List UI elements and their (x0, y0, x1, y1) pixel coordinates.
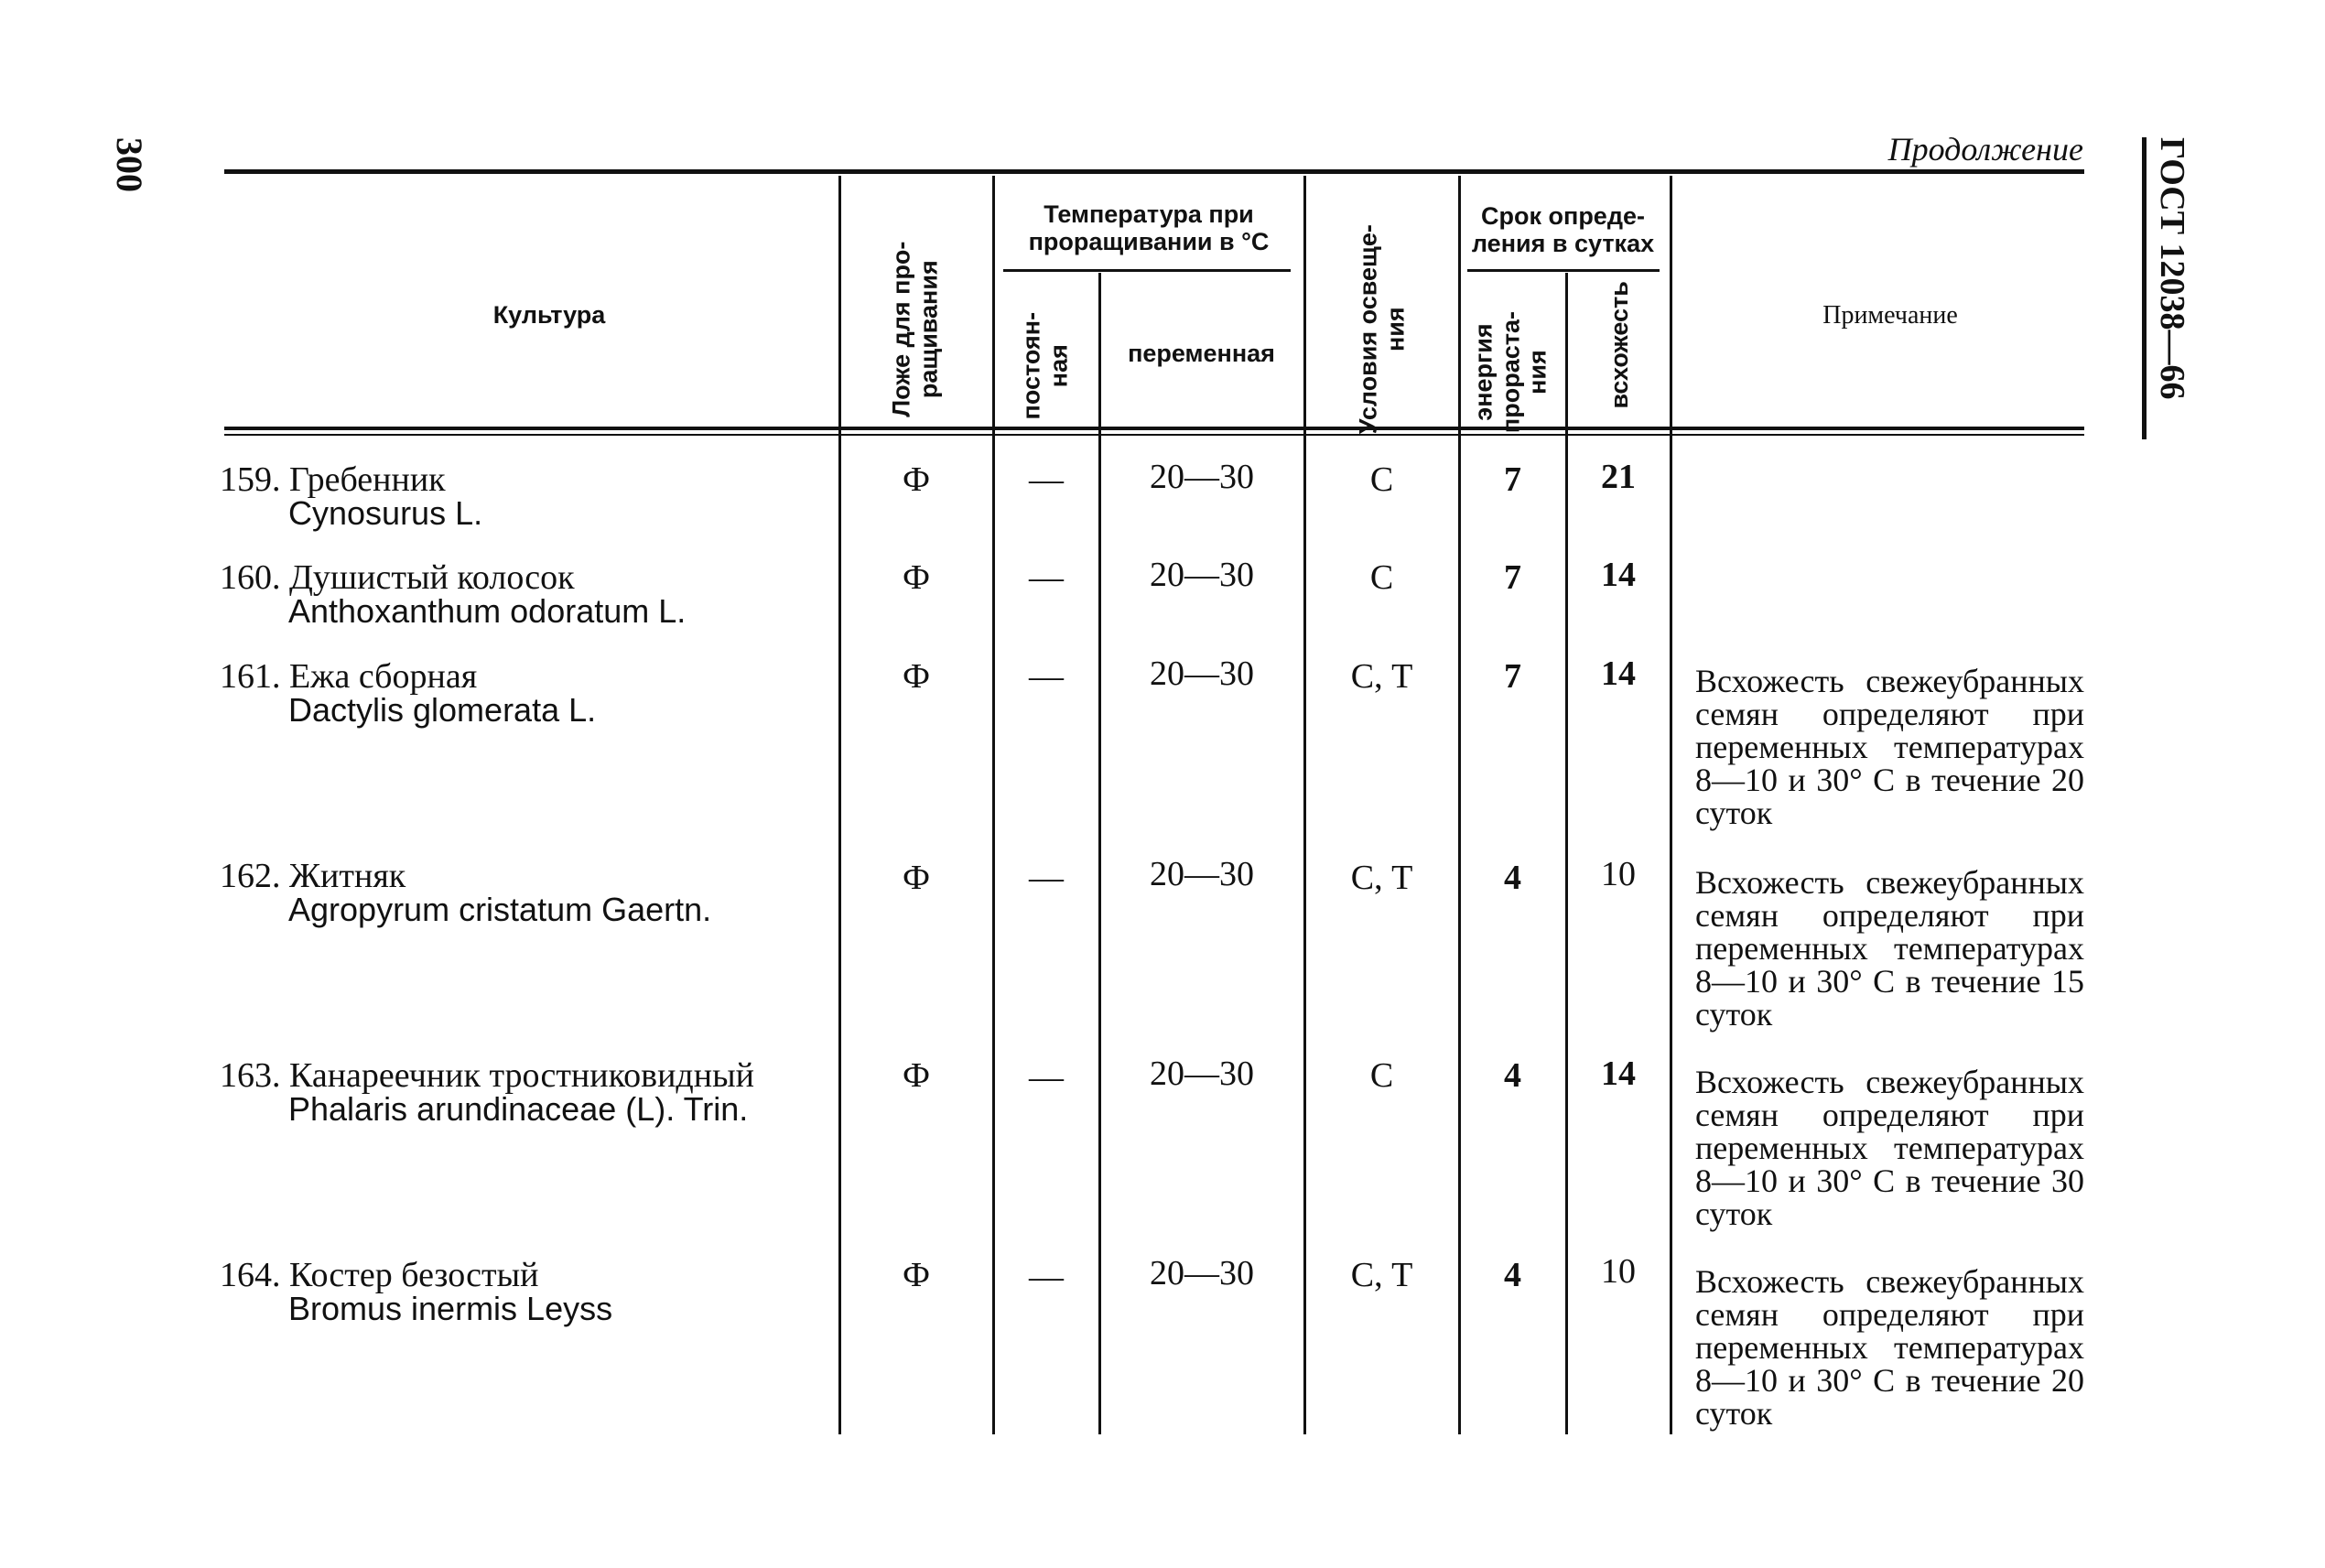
header-term: Срок опреде- ления в сутках (1471, 202, 1655, 257)
header-bottom-rule-thin (224, 434, 2084, 436)
temp-variable-value: 20—30 (1150, 458, 1254, 496)
row-number: 164. (220, 1256, 281, 1294)
culture-name-lat: Cynosurus L. (288, 494, 483, 532)
germination-value: 14 (1601, 556, 1636, 594)
temp-constant-value: — (1029, 460, 1064, 499)
temp-constant-value: — (1029, 657, 1064, 696)
bed-value: Ф (902, 1256, 931, 1294)
temp-constant-value: — (1029, 1058, 1064, 1097)
standard-code: ГОСТ 12038—66 (2153, 137, 2191, 400)
row-number: 161. (220, 657, 281, 696)
temp-constant-value: — (1029, 558, 1064, 597)
lighting-value: С, Т (1350, 657, 1413, 696)
temp-variable-value: 20—30 (1150, 654, 1254, 693)
culture-name-ru: Гребенник (289, 460, 446, 499)
energy-value: 7 (1504, 657, 1521, 696)
standard-rule (2142, 137, 2147, 439)
culture-name-lat: Phalaris arundinaceae (L). Trin. (288, 1090, 749, 1128)
row-number: 160. (220, 558, 281, 597)
row-number: 163. (220, 1056, 281, 1095)
germination-value: 10 (1601, 1252, 1636, 1291)
bed-value: Ф (902, 558, 931, 597)
header-bottom-rule (224, 427, 2084, 430)
culture-name-ru: Ежа сборная (289, 657, 478, 696)
row-number: 162. (220, 857, 281, 895)
col-divider (1303, 176, 1306, 1434)
note-text: Всхожесть свежеубранных семян определяют при переменных температурах 8—10 и 30° С в течение 20 суток (1695, 1263, 2084, 1432)
table-row (220, 1058, 833, 1126)
note-text: Всхожесть свежеубранных семян определяют при переменных температурах 8—10 и 30° С в течение 15 суток (1695, 864, 2084, 1033)
col-divider (992, 176, 995, 1434)
energy-value: 4 (1504, 1056, 1521, 1095)
header-temp-constant: постоян- ная (1017, 311, 1072, 420)
note-text: Всхожесть свежеубранных семян определяют при переменных температурах 8—10 и 30° С в течение 30 суток (1695, 1064, 2084, 1232)
table-row (220, 859, 824, 926)
germination-value: 10 (1601, 855, 1636, 893)
temp-variable-value: 20—30 (1150, 855, 1254, 893)
header-lighting: Условия освеще- ния (1354, 224, 1409, 435)
germination-value: 14 (1601, 1054, 1636, 1093)
page-number: 300 (109, 137, 150, 192)
temp-variable-value: 20—30 (1150, 1054, 1254, 1093)
temp-variable-value: 20—30 (1150, 556, 1254, 594)
col-divider (1565, 273, 1568, 1434)
col-divider (1458, 176, 1461, 1434)
row-number: 159. (220, 460, 281, 499)
lighting-value: С (1369, 1056, 1394, 1095)
germination-value: 14 (1601, 654, 1636, 693)
header-bed: Ложе для про- ращивания (887, 241, 942, 417)
note-text: Всхожесть свежеубранных семян определяют при переменных температурах 8—10 и 30° С в течение 20 суток (1695, 663, 2084, 831)
header-energy: энергия прораста- ния (1469, 311, 1552, 434)
lighting-value: С (1369, 460, 1394, 499)
energy-value: 7 (1504, 558, 1521, 597)
header-note: Примечание (1822, 301, 1958, 330)
temp-variable-value: 20—30 (1150, 1254, 1254, 1292)
culture-name-lat: Dactylis glomerata L. (288, 691, 597, 729)
culture-name-lat: Anthoxanthum odoratum L. (288, 592, 687, 630)
header-germination: всхожесть (1606, 281, 1634, 409)
header-temp-variable: переменная (1128, 340, 1275, 367)
bed-value: Ф (902, 657, 931, 696)
energy-value: 7 (1504, 460, 1521, 499)
culture-name-ru: Костер безостый (289, 1256, 539, 1294)
temp-constant-value: — (1029, 1258, 1064, 1296)
table-row (220, 1258, 824, 1325)
culture-name-ru: Житняк (289, 857, 406, 895)
bed-value: Ф (902, 1056, 931, 1095)
col-divider (838, 176, 841, 1434)
table-top-rule (224, 169, 2084, 174)
culture-name-lat: Bromus inermis Leyss (288, 1290, 613, 1327)
header-temperature: Температура при проращивании в °С (1028, 200, 1270, 255)
energy-value: 4 (1504, 1256, 1521, 1294)
table-row (220, 560, 824, 628)
lighting-value: С, Т (1350, 1256, 1413, 1294)
culture-name-ru: Канареечник тростниковидный (289, 1056, 754, 1095)
culture-name-ru: Душистый колосок (289, 558, 575, 597)
continuation-label: Продолжение (1887, 131, 2083, 168)
temp-constant-value: — (1029, 859, 1064, 897)
germination-value: 21 (1601, 458, 1636, 496)
table-row (220, 659, 824, 727)
energy-value: 4 (1504, 859, 1521, 897)
lighting-value: С (1369, 558, 1394, 597)
bed-value: Ф (902, 460, 931, 499)
culture-name-lat: Agropyrum cristatum Gaertn. (288, 891, 712, 928)
table-row (220, 462, 824, 530)
header-culture: Культура (492, 301, 606, 329)
lighting-value: С, Т (1350, 859, 1413, 897)
bed-value: Ф (902, 859, 931, 897)
col-divider (1670, 176, 1672, 1434)
col-divider (1098, 273, 1101, 1434)
